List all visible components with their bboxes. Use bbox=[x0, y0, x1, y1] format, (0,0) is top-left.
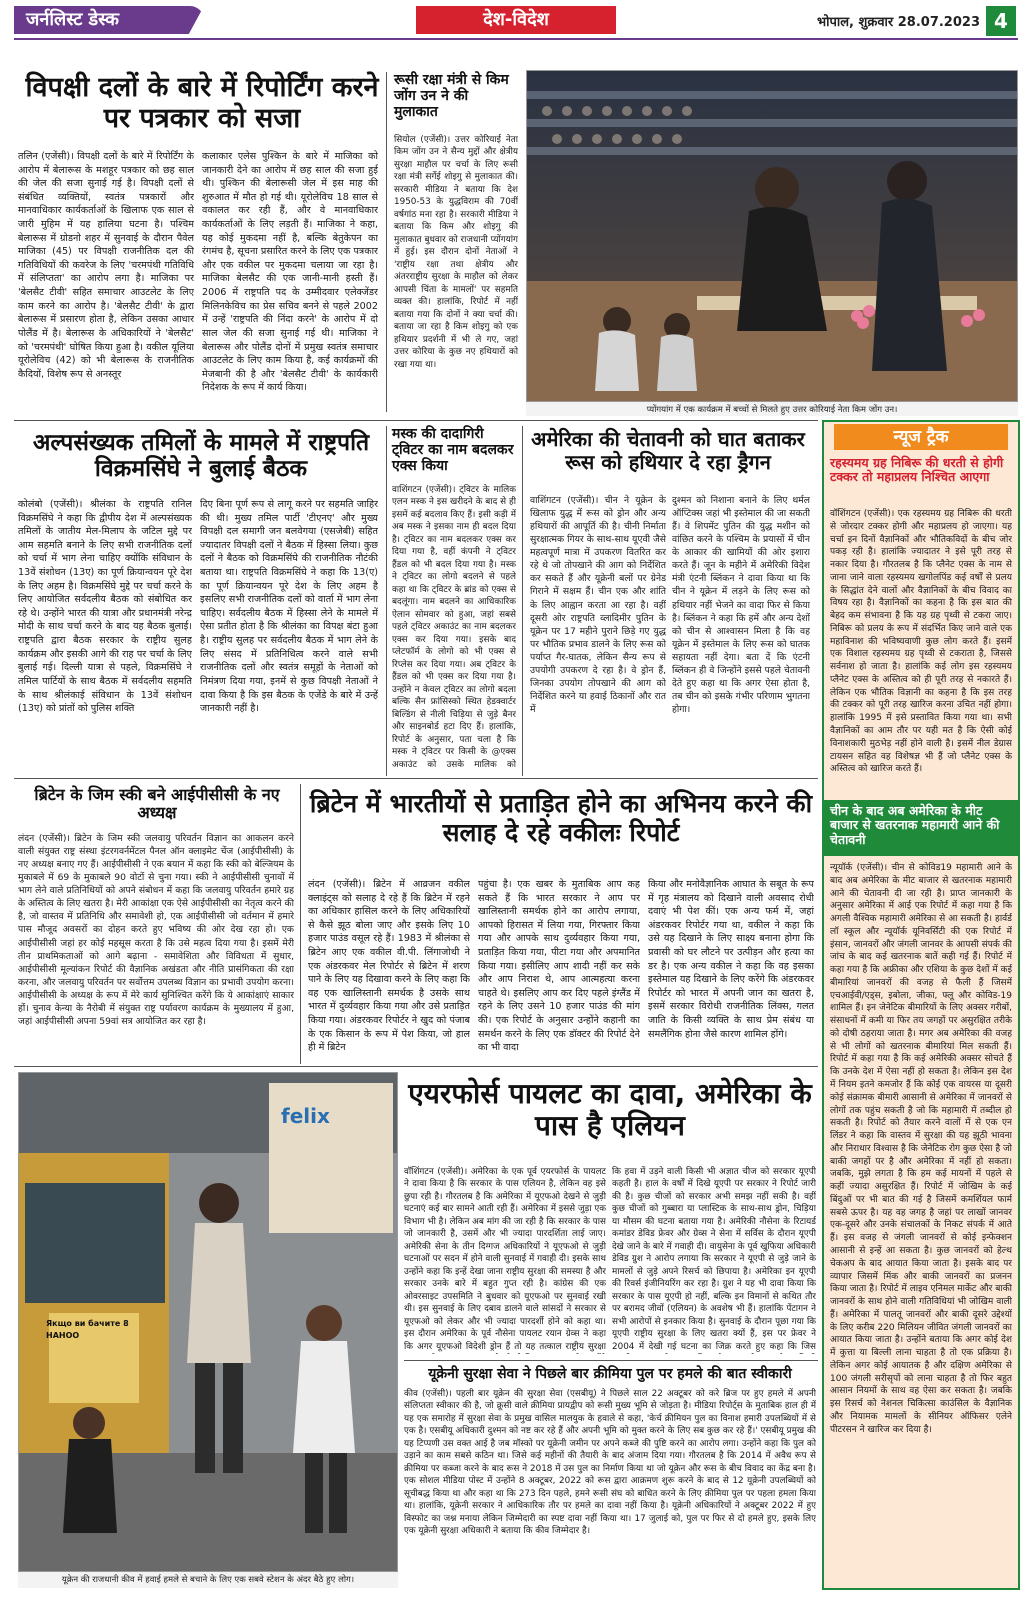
story2-body: सियोल (एजेंसी)। उत्तर कोरियाई नेता किम जोंग उन ने सैन्य मुद्दों और क्षेत्रीय सुरक्षा माहौल पर चर्चा के लिए रूसी रक्षा मंत्री सर्गेई शोइगु से मुलाकात की। सरकारी मीडिया ने बताया कि देश 1950-53 के युद्धविराम की 70वीं वर्षगांठ मना रहा है। सरकारी मीडिया ने बताया कि किम और शोइगु की मुलाकात बुधवार को राजधानी प्योंगयांग में हुई। इस दौरान दोनों नेताओं ने 'राष्ट्रीय रक्षा तथा क्षेत्रीय और अंतरराष्ट्रीय सुरक्षा के माहौल को लेकर आपसी चिंता के मामलों' पर सहमति व्यक्त की। हालांकि, रिपोर्ट में नहीं बताया गया कि दोनों ने क्या चर्चा की। बताया जा रहा है किम शोइगु को एक हथियार प्रदर्शनी में भी ले गए, जहां उत्तर कोरिया के कुछ नए हथियारों को रखा गया था। bbox=[394, 135, 518, 370]
news-track-item2-headline: चीन के बाद अब अमेरिका के मीट बाजार से खतरनाक महामारी आने की चेतावनी bbox=[830, 803, 1000, 847]
story1-divider bbox=[386, 72, 387, 412]
story8-col2: कि हवा में उड़ने वाली किसी भी अज्ञात चीज को सरकार यूएपी कहती है। हाल के वर्षों में दिखे यूएपी पर सरकार ने रिपोर्ट जारी की है। कुछ चीजों को सरकार अभी समझ नहीं सकी है। वहीं कुछ चीजों को गुब्बारा या प्लास्टिक के साथ-साथ ड्रोन, चिड़िया या मौसम की घटना बताया गया है। अमेरिकी नौसेना के रिटायर्ड कमांडर डेविड फ्रेवर और ग्रेव्स ने सेना में सर्विस के दौरान यूएपी देखे जाने के बारे में गवाही दी। वायुसेना के पूर्व खुफिया अधिकारी डेविड ग्रुश ने आरोप लगाया कि सरकार ने यूएपी से जुड़े जाने के मामलों से जुड़े अपने रिसर्च को छिपाया है। अमेरिका इन यूएपी की रिवर्स इंजीनियरिंग कर रहा है। ग्रुश ने यह भी दावा किया कि सरकार के पास यूएपी हो नहीं, बल्कि इन विमानों से कथित तौर पर बरामद जीवों (एलियन) के अवशेष भी हैं। हालांकि पेंटागन ने सभी आरोपों से इनकार किया है। सुनवाई के दौरान पूछा गया कि यूएपी राष्ट्रीय सुरक्षा के लिए खतरा क्यों हैं, इस पर फ्रेवर ने 2004 में देखी गई घटना का जिक्र करते हुए कहा कि जिस bbox=[612, 1167, 816, 1352]
story1-headline: विपक्षी दलों के बारे में रिपोर्टिंग करने पर पत्रकार को सजा bbox=[25, 72, 379, 135]
news-track-item1-body: वॉशिंगटन (एजेंसी)। एक रहस्यमय ग्रह निबिरू की धरती से जोरदार टक्कर होगी और महाप्रलय हो जाएगा। यह चर्चा इन दिनों वैज्ञानिकों और भौतिकविदों के बीच जोर पकड़ रही है। हालांकि ज्यादातर ने इसे पूरी तरह से नकार दिया है। गौरतलब है कि प्लैनेट एक्स के नाम से जाना जाने वाला रहस्यमय खगोलपिंड कई वर्षों से प्रलय के सिद्धांत देने वालों और वैज्ञानिकों के बीच विवाद का विषय रहा है। वैज्ञानिकों का कहना है कि इस बात की बेहद कम संभावना है कि यह ग्रह पृथ्वी से टकरा जाए। निबिरू को प्रलय के रूप में संदर्भित किए जाने वाले एक महाविनाश की भविष्यवाणी कुछ लोग करते हैं। इसमें एक विशाल रहस्यमय ग्रह पृथ्वी से टकराता है, जिससे सर्वनाश हो जाता है। हालांकि कई लोग इस रहस्यमय प्लैनेट एक्स के अस्तित्व को ही पूरी तरह से नकारते हैं। लेकिन एक भौतिक विज्ञानी का कहना है कि इस तरह की टक्कर को पूरी तरह खारिज करना उचित नहीं होगा। हालांकि 1995 में इसे प्रस्तावित किया गया था। सभी वैज्ञानिकों का आम तौर पर यही मत है कि ऐसी कोई विनाशकारी मुठभेड़ नहीं होने वाली है। इसमें नील डेग्रास टायसन सहित वह विशेषज्ञ भी हैं जो प्लैनेट एक्स के अस्तित्व को खारिज करते हैं। bbox=[830, 509, 1012, 775]
story5-col2: दुश्मन को निशाना बनाने के लिए थर्मल ऑप्टिक्स जहां भी इस्तेमाल की जा सकती हैं। वे शिपमेंट पुतिन की युद्ध मशीन को वांछित करने के पश्चिम के प्रयासों में चीन के आकार की खामियों की ओर इशारा करते हैं। जून के महीने में अमेरिकी विदेश मंत्री एंटनी ब्लिंकन ने दावा किया था कि चीन ने यूक्रेन में लड़ने के लिए रूस को हथियार नहीं भेजने का वादा फिर से किया है। ब्लिंकन ने कहा कि हमें और अन्य देशों को चीन से आश्वासन मिला है कि वह यूक्रेन में इस्तेमाल के लिए रूस को घातक सहायता नहीं देगा। बता दें कि एंटनी ब्लिंकन ही वे जिन्होंने इससे पहले चेतावनी देते हुए कहा था कि अगर ऐसा होता है, तब चीन को इसके गंभीर परिणाम भुगतना होगा। bbox=[672, 495, 810, 715]
row2-rule bbox=[14, 778, 818, 779]
story9-photo-sign: Якщо ви бачите 8 НАНОО bbox=[46, 1319, 129, 1340]
story3-col2: दिए बिना पूर्ण रूप से लागू करने पर सहमति जाहिर की थी। मुख्य तमिल पार्टी 'टीएनए' और मुख्य विपक्षी दल समागी जन बलवेगया (एसजेबी) सहित ज्यादातर विपक्षी दलों ने बैठक में हिस्सा लिया। कुछ दलों ने बैठक को विक्रमसिंघे की राजनीतिक नौटंकी बताया था। राष्ट्रपति विक्रमसिंघे ने कहा कि 13(ए) का पूर्ण क्रियान्वयन पूरे देश के लिए अहम है इसलिए सभी राजनीतिक दलों को वार्ता में भाग लेना चाहिए। सर्वदलीय बैठक में हिस्सा लेने के मामले में ऐसा प्रतीत होता है कि श्रीलंका का विपक्ष बंटा हुआ है। राष्ट्रीय सुलह पर सर्वदलीय बैठक में भाग लेने के लिए संसद में प्रतिनिधित्व करने वाले सभी राजनीतिक दलों और स्वतंत्र समूहों के नेताओं को निमंत्रण दिया गया, इनमें से कुछ विपक्षी नेताओं ने दावा किया है कि इस बैठक के एजेंडे के बारे में उन्हें जानकारी नहीं है। bbox=[200, 499, 378, 715]
story8-col1: वॉशिंगटन (एजेंसी)। अमेरिका के एक पूर्व एयरफोर्स के पायलट ने दावा किया है कि सरकार के पास एलियन है, लेकिन वह इसे छुपा रही है। गौरतलब है कि अमेरिका में यूएफओ देखने से जुड़ी घटनाएं कई बार सामने आती रही हैं। अमेरिका में इससे जुड़ा एक विभाग भी है। लेकिन अब मांग की जा रही है कि सरकार के पास जो जानकारी है, उसमें और भी ज्यादा पारदर्शिता लाई जाए। अमेरिकी सेना के तीन दिग्गज अधिकारियों ने यूएफओ से जुड़ी घटनाओं पर सदन में होने वाली सुनवाई में गवाही दी। इसके साथ उन्होंने कहा कि इन्हें देखा जाना राष्ट्रीय सुरक्षा की समस्या है और सरकार उनके बारे में बहुत गुप्त रही है। कांग्रेस की एक ओवरसाइट उपसमिति ने बुधवार को यूएफओ पर सुनवाई रखी थी। इस सुनवाई के लिए दबाव डालने वाले सांसदों ने सरकार से यूएफओ को लेकर और भी ज्यादा पारदर्शी होने को कहा था। इस दौरान अमेरिका के पूर्व नौसेना पायलट रयान ग्रेव्स ने कहा कि अगर यूएफओ विदेशी ड्रोन हैं तो यह तत्काल राष्ट्रीय सुरक्षा bbox=[404, 1167, 606, 1352]
story9-headline: यूक्रेनी सुरक्षा सेवा ने पिछले बार क्रीमिया पुल पर हमले की बात स्वीकारी bbox=[428, 1366, 792, 1382]
story7-headline: ब्रिटेन में भारतीयों से प्रताड़ित होने का अभिनय करने की सलाह दे रहे वकीलः रिपोर्ट bbox=[309, 789, 813, 847]
masthead-rule bbox=[14, 38, 1018, 40]
svg-text:felix: felix bbox=[281, 1104, 330, 1128]
masthead bbox=[0, 0, 1032, 40]
news-track-item2-body: न्यूयॉर्क (एजेंसी)। चीन से कोविड19 महामारी आने के बाद अब अमेरिका के मीट बाजार से खतरनाक महामारी आने की चेतावनी दी जा रही है। प्राप्त जानकारी के अनुसार अमेरिका में आई एक रिपोर्ट में कहा गया है कि अगली वैश्विक महामारी अमेरिका से आ सकती है। हार्वर्ड लॉ स्कूल और न्यूयॉर्क यूनिवर्सिटी की एक रिपोर्ट में इंसान, जानवरों और जंगली जानवर के आपसी संपर्क की जांच के बाद कई खतरनाक बातें कही गई हैं। रिपोर्ट में कहा गया है कि अफ्रीका और एशिया के कुछ देशों में कई बीमारियां जानवरों की वजह से फैली हैं जिसमें एचआईवी/एड्स, इबोला, जीका, फ्लू और कोविड-19 शामिल हैं। इन जेनेटिक बीमारियों के लिए अक्सर गरीबों, संसाधनों में कमी या फिर तय जगहों पर असुरक्षित तरीके को दोषी ठहराया जाता है। मगर अब अमेरिका की वजह से भी लोगों को खतरनाक बीमारियां मिल सकती हैं। रिपोर्ट में कहा गया है कि कई अमेरिकी अक्सर सोचते हैं कि उनके देश में ऐसा नहीं हो सकता है। लेकिन इस देश में नियम इतने कमजोर हैं कि कोई एक वायरस या दूसरी कोई संक्रामक बीमारी आसानी से अमेरिका में जानवरों से लोगों तक पहुंच सकती है जो कि महामारी में तब्दील हो सकती है। रिपोर्ट को तैयार करने वालों में से एक एन लिंडर ने कहा कि वास्तव में सुरक्षा की यह झूठी भावना और निराधार विश्वास है कि जेनेटिक रोग कुछ ऐसा है जो बाकी जगहों पर है और अमेरिका में नहीं हो सकता। जबकि, मुझे लगता है कि हम कई मायनों में पहले से कहीं ज्यादा असुरक्षित हैं। रिपोर्ट में जोखिम के कई बिंदुओं पर भी बात की गई है जिसमें कमर्शियल फार्म सबसे ऊपर है। यह वह जगह है जहां पर लाखों जानवर एक-दूसरे और उनके संचालकों के निकट संपर्क में आते हैं। इस वजह से जंगली जानवरों से कोई इन्फेक्शन आसानी से इन्हें आ सकता है। कुछ जानवरों को हेल्थ चेकअप के बाद आयात किया जाता है। इसके बाद पर व्यापार जिसमें मिंक और बाकी जानवरों का प्रजनन किया जाता है। रिपोर्ट में लाइव एनिमल मार्केट और बाकी जानवरों के साथ होने वाली गतिविधियां भी जोखिम वाली हैं। अमेरिका में पालतू जानवरों और बाकी दूसरे उद्देश्यों के लिए करीब 220 मिलियन जीवित जंगली जानवरों का आयात किया जाता है। उन्होंने बताया कि अगर कोई देश में कुत्ता या बिल्ली लाना चाहता है तो एक प्रक्रिया है। लेकिन अगर कोई आयातक है और दक्षिण अमेरिका से 100 जंगली सरीसृपों को लाना चाहता है तो फिर बहुत आसान नियमों के साथ वह ऐसा कर सकता है। जबकि इस रिसर्च को नेशनल चिकित्सा काउंसिल के वैज्ञानिक और नियामक मामलों के सीनियर ऑफिसर एलेने पीटरसन ने खारिज कर दिया है। bbox=[830, 863, 1012, 1435]
news-track-title: न्यूज ट्रैक bbox=[893, 427, 949, 447]
story3-divider bbox=[386, 426, 387, 776]
story2-photo bbox=[526, 70, 1018, 402]
section-label-center: देश-विदेश bbox=[483, 9, 549, 30]
story4-headline: मस्क की दादागिरी ट्विटर का नाम बदलकर एक्स किया bbox=[392, 426, 514, 475]
story2-photo-caption: प्योंगयांग में एक कार्यक्रम में बच्चों से मिलते हुए उत्तर कोरियाई नेता किम जोंग उन। bbox=[526, 402, 1018, 416]
story8-headline: एयरफोर्स पायलट का दावा, अमेरिका के पास है एलियन bbox=[408, 1077, 812, 1143]
kim-event-photo bbox=[527, 71, 1018, 402]
story1-col1: तलिन (एजेंसी)। विपक्षी दलों के बारे में रिपोर्टिंग के आरोप में बेलारूस के मशहूर पत्रकार को छह साल की जेल की सजा सुनाई गई है। विपक्षी दलों से संबंधित व्यक्तियों, स्वतंत्र पत्रकारों और मानवाधिकार कार्यकर्ताओं के खिलाफ एक साल से जारी मुहिम में यह हालिया घटना है। पश्चिम बेलारूस में ग्रोडनो शहर में सुनवाई के दौरान पैवेल माजिका (45) पर विपक्षी राजनीतिक दल की गतिविधियों की कवरेज के लिए 'चरमपंथी गतिविधि में संलिप्तता' का आरोप लगा है। माजिका पर 'बेलसैट टीवी' सहित समाचार आउटलेट के लिए काम करने का आरोप है। 'बेलसैट टीवी' के द्वारा बेलारूस में प्रसारण होता है, लेकिन उसका आधार पोलैंड में है। बेलारूस के अधिकारियों ने 'बेलसैट' को 'चरमपंथी' घोषित किया हुआ है। वकील यूलिया यूरोलेविच (42) को भी बेलारूस के राजनीतिक कैदियों, विशेष रूप से अनस्तूर bbox=[18, 151, 194, 380]
section-label-left: जर्नलिस्ट डेस्क bbox=[26, 9, 120, 30]
story7-col2: पहुंचा है। एक खबर के मुताबिक आप कह सकते हैं कि भारत सरकार ने आप पर खालिस्तानी समर्थक होने का आरोप लगाया, आपको हिरासत में लिया गया, गिरफ्तार किया गया और आपके साथ दुर्व्यवहार किया गया, प्रताड़ित किया गया, पीटा गया और अपमानित किया गया। इसीलिए आप शादी नहीं कर सके और आप निराश थे, आप आत्महत्या करना चाहते थे। इसलिए आप कर दिए पहले इंग्लैंड में रहने के लिए उसने 10 हजार पाउंड की मांग की। एक रिपोर्ट के अनुसार उन्होंने कहानी का समर्थन करने के लिए एक डॉक्टर की रिपोर्ट देने का भी वादा bbox=[478, 879, 640, 1054]
story3-col1: कोलंबो (एजेंसी)। श्रीलंका के राष्ट्रपति रानिल विक्रमसिंघे ने कहा कि द्वीपीय देश में अल्पसंख्यक तमिलों के जातीय मेल-मिलाप के जटिल मुद्दे पर आम सहमति बनाने के लिए सभी राजनीतिक दलों को चर्चा में भाग लेना चाहिए क्योंकि संविधान के 13वें संशोधन (13ए) का पूर्ण क्रियान्वयन पूरे देश के लिए अहम है। विक्रमसिंघे मुद्दे पर चर्चा करने के लिए आयोजित सर्वदलीय बैठक को संबोधित कर रहे थे। उन्होंने भारत की यात्रा और प्रधानमंत्री नरेन्द्र मोदी के साथ चर्चा करने के बाद यह बैठक बुलाई। राष्ट्रपति द्वारा बैठक सरकार के राष्ट्रीय सुलह कार्यक्रम और इसकी आगे की राह पर चर्चा के लिए बुलाई गई। दिल्ली यात्रा से पहले, विक्रमसिंघे ने तमिल पार्टियों के साथ बैठक में सर्वदलीय सहमति के साथ श्रीलंकाई संविधान के 13वें संशोधन (13ए) को प्रांतों को पुलिस शक्ति bbox=[18, 499, 192, 715]
story6-divider bbox=[300, 784, 301, 1064]
row1-rule bbox=[14, 420, 818, 421]
row3-rule bbox=[14, 1066, 818, 1067]
story4-body: वाशिंगटन (एजेंसी)। ट्विटर के मालिक एलन मस्क ने इस खरीदने के बाद से ही इसमें कई बदलाव किए हैं। इसी कड़ी में अब मस्क ने इसका नाम ही बदल दिया है। ट्विटर का नाम बदलकर एक्स कर दिया गया है, वहीं कंपनी ने ट्विटर हैंडल को भी बदल दिया गया है। मस्क ने ट्विटर का लोगो बदलने से पहले कहा था कि ट्विटर के ब्रांड को एक्स से बदलूंगा। नाम बदलने का आधिकारिक ऐलान सोमवार को हुआ, जहां सबसे पहले ट्विटर अकाउंट का नाम बदलकर एक्स कर दिया गया। इसके बाद प्लेटफॉर्म के लोगो को भी एक्स से रिप्लेस कर दिया गया। अब ट्विटर के हैंडल को भी एक्स कर दिया गया है। उन्होंने न केवल ट्विटर का लोगो बदला बल्कि सैन फ्रांसिस्को स्थित हेडक्वार्टर बिल्डिंग से नीली चिड़िया से जुड़े बैनर और साइनबोर्ड हटा दिए हैं। हालांकि, रिपोर्ट के अनुसार, पता चला है कि मस्क ने ट्विटर पर किसी के @एक्स अकाउंट को उसके मालिक को bbox=[392, 485, 516, 770]
story5-headline: अमेरिका की चेतावनी को घात बताकर रूस को हथियार दे रहा ड्रैगन bbox=[531, 427, 805, 474]
story9-photo-caption: यूक्रेन की राजधानी कीव में हवाई हमले से बचाने के लिए एक सबवे स्टेशन के अंदर बैठे हुए लोग। bbox=[18, 1572, 398, 1588]
row4-rule bbox=[404, 1360, 818, 1361]
story4-divider bbox=[522, 426, 523, 776]
story5-col1: वाशिंगटन (एजेंसी)। चीन ने यूक्रेन के खिलाफ युद्ध में रूस को ड्रोन और अन्य हथियारों की आपूर्ति की है। चीनी निर्माता सुरक्षात्मक गियर के साथ-साथ यूएवी जैसे महत्वपूर्ण मात्रा में उपकरण वितरित कर रहे थे जो तोपखाने की आग को निर्देशित कर सकते हैं और यूक्रेनी बलों पर ग्रेनेड गिराने में सक्षम हैं। चीन एक और शांति के लिए आह्वान करता आ रहा है। वहीं दूसरी ओर राष्ट्रपति व्लादिमीर पुतिन के यूक्रेन पर 17 महीने पुराने छिड़े गए युद्ध पर भौतिक प्रभाव डालने के लिए रूस को पर्याप्त गैर-घातक, लेकिन सैन्य रूप से उपयोगी उपकरण दे रहा है। वे ड्रोन हैं, जिनका उपयोग तोपखाने की आग को निर्देशित करने या हवाई ठिकानों और रात में bbox=[530, 495, 666, 715]
story9-body: कीव (एजेंसी)। पहली बार यूक्रेन की सुरक्षा सेवा (एसबीयू) ने पिछले साल 22 अक्टूबर को करे ब्रिज पर हुए हमले में अपनी संलिप्तता स्वीकार की है, जो क्रूसी वाले क्रीमिया प्रायद्वीप को रूसी मुख्य भूमि से जोड़ता है। मीडिया रिपोर्ट्स के मुताबिक हाल ही में यह एक समारोह में सुरक्षा सेवा के प्रमुख वासिल मालयुक के हवाले से कहा, 'केर्च क्रीमियन पुल का विनाश हमारी उपलब्धियों में से एक है। एसबीयू अधिकारी दुश्मन को नष्ट कर रहे हैं और अपनी भूमि को मुक्त करने के लिए सब कुछ कर रहे हैं।' एसबीयू प्रमुख की यह टिप्पणी उस वक्त आई है जब मॉस्को पर यूक्रेनी जमीन पर अपने कब्जे की पुष्टि करने का आरोप लगा। उन्होंने कहा कि पुल को उड़ाने का काम सबसे कठिन था। जिसे कई महीनों की तैयारी के बाद अंजाम दिया गया। गौरतलब है कि 2014 में अवैध रूप से क्रीमिया पर कब्जा करने के बाद रूस ने 2018 में उस पुल का निर्माण किया था जो यूक्रेन और रूस के बीच विवाद का केंद्र बना है। एक सोशल मीडिया पोस्ट में उन्होंने 8 अक्टूबर, 2022 को रूस द्वारा आक्रमण शुरू करने के बाद से 12 यूक्रेनी उपलब्धियों को सूचीबद्ध किया था और कहा था कि 273 दिन पहले, हमने रूसी संघ को बाधित करने के लिए क्रीमिया पुल पर पहला हमला किया था। हालांकि, यूक्रेनी सरकार ने आधिकारिक तौर पर हमले का दावा नहीं किया है। यूक्रेनी अधिकारियों ने अक्टूबर 2022 में हुए विस्फोट का जश्न मनाया लेकिन जिम्मेदारी का स्पष्ट दावा नहीं किया था। 17 जुलाई को, पुल पर फिर से दो हमले हुए, इसके लिए एक यूक्रेनी सुरक्षा अधिकारी ने बताया कि कीव जिम्मेदार है। bbox=[404, 1389, 816, 1537]
story6-headline: ब्रिटेन के जिम स्की बने आईपीसीसी के नए अध्यक्ष bbox=[34, 785, 280, 823]
story3-headline: अल्पसंख्यक तमिलों के मामले में राष्ट्रपति विक्रमसिंघे ने बुलाई बैठक bbox=[32, 430, 370, 483]
page-number: 4 bbox=[986, 6, 1016, 36]
story7-col3: किया और मनोवैज्ञानिक आघात के सबूत के रूप में गृह मंत्रालय को दिखाने वाली अवसाद रोधी दवाएं भी पेश कीं। एक अन्य फर्म में, जहां अंडरकवर रिपोर्टर गया था, वकील ने कहा कि उसे यह दिखाने के लिए साक्ष्य बनाना होगा कि प्रवासी को घर लौटने पर उत्पीड़न और हत्या का डर है। एक अन्य वकील ने कहा कि वह इसका इस्तेमाल यह दिखाने के लिए करेंगे कि अंडरकवर रिपोर्टर को भारत में अपनी जान का खतरा है, इसमें सरकार विरोधी राजनीतिक लिंक्स, गलत जाति के किसी व्यक्ति के साथ प्रेम संबंध या समलैंगिक होना जैसे कारण शामिल होंगे। bbox=[648, 879, 814, 1040]
story2-headline: रूसी रक्षा मंत्री से किम जोंग उन ने की मुलाकात bbox=[394, 72, 509, 121]
dateline: भोपाल, शुक्रवार 28.07.2023 bbox=[816, 15, 980, 30]
story1-col2: कलाकार एलेस पुश्किन के बारे में माजिका को जानकारी देने का आरोप में छह साल की सजा हुई थी। पुश्किन की बेलारूसी जेल में इस माह की शुरुआत में मौत हो गई थी। यूरोलेविच 18 साल से वकालत कर रही हैं, और वे मानवाधिकार कार्यकर्ताओं के लिए लड़ती हैं। माजिका ने कहा, यह कोई मुकदमा नहीं है, बल्कि बेतुकेपन का रंगमंच है, सूचना प्रसारित करने के लिए एक पत्रकार और एक वकील पर मुकदमा चलाया जा रहा है। माजिका बेलसैट की एक जानी-मानी हस्ती हैं। 2006 में राष्ट्रपति पद के उम्मीदवार एलेक्जेंडर मिलिनकेविच का प्रेस सचिव बनने से पहले 2002 में उन्हें 'राष्ट्रपति की निंदा करने' के आरोप में दो साल जेल की सजा सुनाई गई थी। माजिका ने बेलारूस और पोलैंड दोनों में प्रमुख स्वतंत्र समाचार आउटलेट के लिए काम किया है, कई कार्यक्रमों की मेजबानी की है और 'बेलसैट टीवी' के कार्यकारी निदेशक के रूप में कार्य किया। bbox=[202, 151, 378, 394]
news-track-item1-headline: रहस्यमय ग्रह निबिरू की धरती से होगी टक्कर तो महाप्रलय निश्चित आएगा bbox=[830, 455, 1004, 485]
story7-col1: लंदन (एजेंसी)। ब्रिटेन में आव्रजन वकील क्लाइंट्स को सलाह दे रहे हैं कि ब्रिटेन में रहने का अधिकार हासिल करने के लिए अधिकारियों से कैसे झूठ बोला जाए और इसके लिए 10 हजार पाउंड वसूल रहे हैं। 1983 में श्रीलंका से ब्रिटेन आए एक वकील वी.पी. लिंगाजोथी ने एक अंडरकवर मेल रिपोर्टर से ब्रिटेन में शरण पाने के लिए यह दिखावा करने के लिए कहा कि वह एक खालिस्तानी समर्थक है उसके साथ भारत में दुर्व्यवहार किया गया और उसे प्रताड़ित किया गया। अंडरकवर रिपोर्टर ने खुद को पंजाब के एक किसान के रूप में पेश किया, जो हाल ही में ब्रिटेन bbox=[308, 879, 470, 1054]
story6-body: लंदन (एजेंसी)। ब्रिटेन के जिम स्की जलवायु परिवर्तन विज्ञान का आकलन करने वाली संयुक्त राष्ट्र संस्था इंटरगवर्नमेंटल पैनल ऑन क्लाइमेट चेंज (आईपीसीसी) के नए अध्यक्ष बनाए गए हैं। आईपीसीसी ने एक बयान में कहा कि स्की को बेल्जियम के मुकाबले में 69 के मुकाबले 90 वोटों से चुना गया। स्की ने आईपीसीसी चुनावों में भाग लेने वाले प्रतिनिधियों को अपने संबोधन में कहा कि जलवायु परिवर्तन हमारे ग्रह के अस्तित्व के लिए खतरा है। मेरी आकांक्षा एक ऐसे आईपीसीसी का नेतृत्व करने की है, जो वास्तव में प्रतिनिधि और समावेशी हो, एक आईपीसीसी जो वर्तमान में हमारे पास मौजूद अवसरों का दोहन करते हुए भविष्य की ओर देख रहा हो। एक आईपीसीसी जहां हर कोई महसूस करता है कि उसे महत्व दिया गया है। इसमें मेरी तीन प्राथमिकताओं को आगे बढ़ाना - समावेशिता और विविधता में सुधार, आईपीसीसी मूल्यांकन रिपोर्ट की वैज्ञानिक अखंडता और नीति प्रासंगिकता की रक्षा करना, और जलवायु परिवर्तन पर सर्वोत्तम उपलब्ध विज्ञान का प्रभावी उपयोग करना। आईपीसीसी के अध्यक्ष के रूप में मेरे कार्य सुनिश्चित करेंगे कि ये आकांक्षाएं साकार हों। चुनाव केन्या के नैरोबी में संयुक्त राष्ट्र पर्यावरण कार्यक्रम के मुख्यालय में हुआ, जहां आईपीसीसी अपना 59वां सत्र आयोजित कर रहा है। bbox=[18, 833, 294, 1027]
